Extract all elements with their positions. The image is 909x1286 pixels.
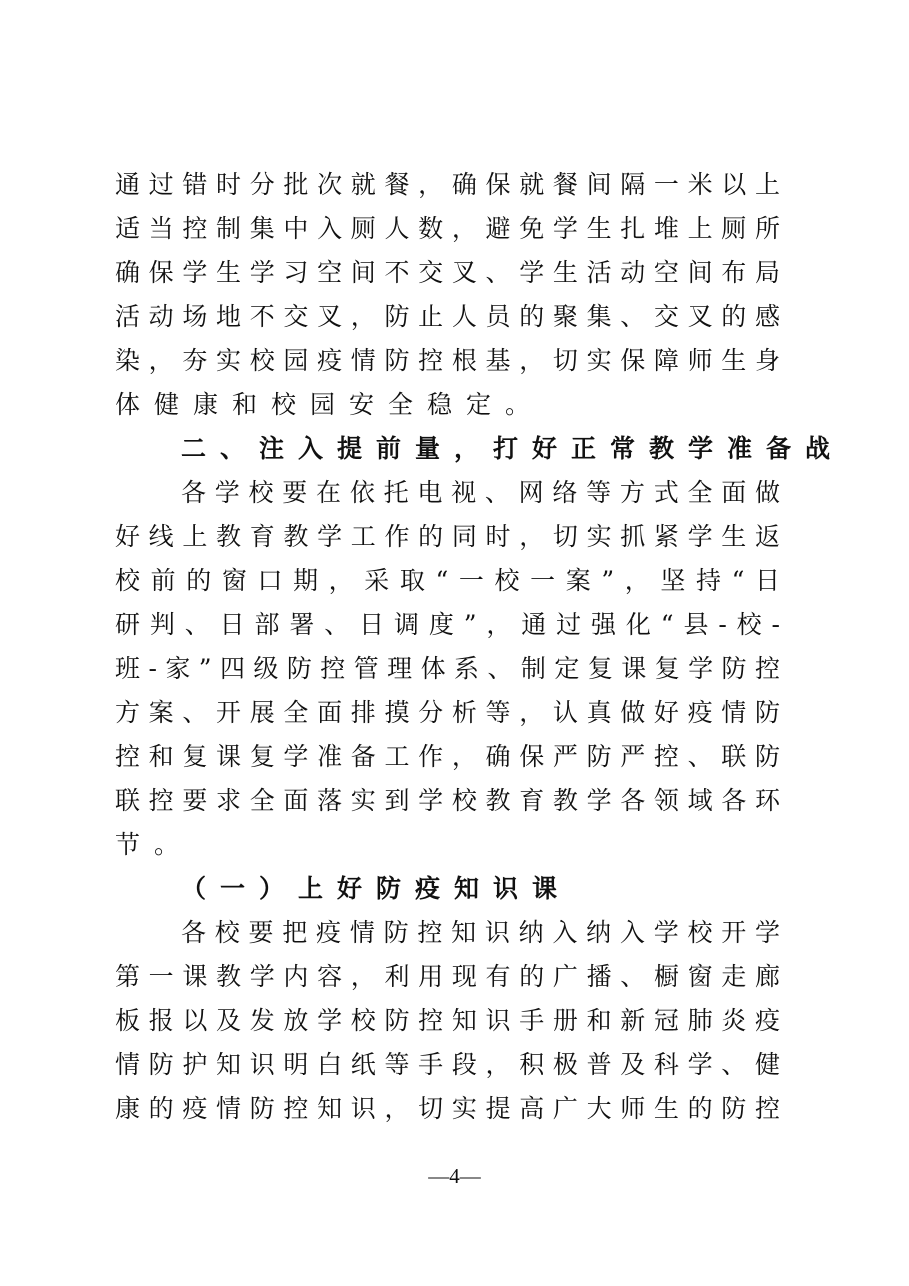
section-heading: 二、注入提前量，打好正常教学准备战: [181, 434, 845, 463]
body-text-line: 体健康和校园安全稳定。: [115, 390, 545, 419]
body-text-line: 各学校要在依托电视、网络等方式全面做: [181, 478, 780, 507]
body-text-line: 校前的窗口期，采取“一校一案”，坚持“日: [115, 566, 780, 595]
body-text-line: 染，夯实校园疫情防控根基，切实保障师生身: [115, 346, 780, 375]
body-text-line: 板报以及发放学校防控知识手册和新冠肺炎疫: [115, 1006, 780, 1035]
body-text-line: 各校要把疫情防控知识纳入纳入学校开学: [181, 918, 780, 947]
body-text-line: 第一课教学内容，利用现有的广播、橱窗走廊: [115, 962, 780, 991]
body-text-line: 联控要求全面落实到学校教育教学各领域各环: [115, 786, 780, 815]
body-text-line: 研判、日部署、日调度”，通过强化“县-校-: [115, 610, 780, 639]
body-text-line: 情防护知识明白纸等手段，积极普及科学、健: [115, 1050, 780, 1079]
body-text-line: 控和复课复学准备工作，确保严防严控、联防: [115, 742, 780, 771]
page-number: —4—: [428, 1164, 481, 1188]
body-text-line: 通过错时分批次就餐，确保就餐间隔一米以上: [115, 170, 780, 199]
body-text-line: 确保学生学习空间不交叉、学生活动空间布局: [115, 258, 780, 287]
body-text-line: 好线上教育教学工作的同时，切实抓紧学生返: [115, 522, 780, 551]
body-text-line: 节。: [115, 830, 194, 859]
body-text-line: 康的疫情防控知识，切实提高广大师生的防控: [115, 1094, 780, 1123]
subsection-heading: （一）上好防疫知识课: [181, 874, 572, 903]
body-text-line: 方案、开展全面排摸分析等，认真做好疫情防: [115, 698, 780, 727]
body-text-line: 活动场地不交叉，防止人员的聚集、交叉的感: [115, 302, 780, 331]
body-text-line: 适当控制集中入厕人数，避免学生扎堆上厕所: [115, 214, 780, 243]
body-text-line: 班-家”四级防控管理体系、制定复课复学防控: [115, 654, 780, 683]
